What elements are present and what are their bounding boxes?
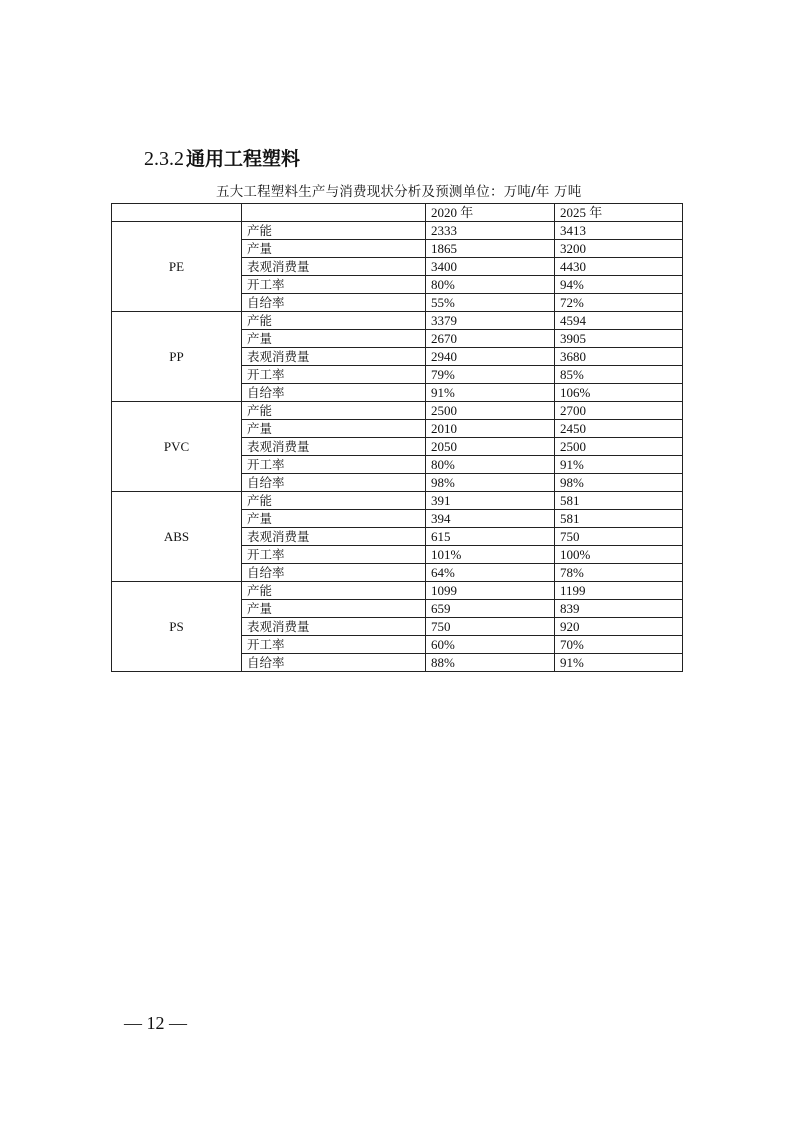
value-2020-cell: 79% bbox=[426, 366, 555, 384]
table-row bbox=[112, 582, 683, 600]
group-cell: ABS bbox=[112, 492, 242, 582]
metric-cell: 自给率 bbox=[242, 474, 426, 492]
value-2025-cell: 3413 bbox=[555, 222, 683, 240]
metric-cell: 自给率 bbox=[242, 654, 426, 672]
metric-cell: 自给率 bbox=[242, 384, 426, 402]
table-body bbox=[112, 204, 683, 672]
metric-cell: 产量 bbox=[242, 330, 426, 348]
value-2020-cell: 64% bbox=[426, 564, 555, 582]
value-2025-cell: 3200 bbox=[555, 240, 683, 258]
metric-cell: 产量 bbox=[242, 420, 426, 438]
value-2020-cell: 3400 bbox=[426, 258, 555, 276]
table-row bbox=[112, 492, 683, 510]
metric-cell: 产能 bbox=[242, 402, 426, 420]
value-2025-cell: 72% bbox=[555, 294, 683, 312]
value-2025-cell: 1199 bbox=[555, 582, 683, 600]
value-2025-cell: 100% bbox=[555, 546, 683, 564]
value-2025-cell: 98% bbox=[555, 474, 683, 492]
value-2025-cell: 78% bbox=[555, 564, 683, 582]
section-heading bbox=[144, 146, 300, 172]
value-2025-cell: 4594 bbox=[555, 312, 683, 330]
header-cell-metric bbox=[242, 204, 426, 222]
metric-cell: 开工率 bbox=[242, 366, 426, 384]
value-2020-cell: 1099 bbox=[426, 582, 555, 600]
metric-cell: 产能 bbox=[242, 582, 426, 600]
metric-cell: 产量 bbox=[242, 510, 426, 528]
header-cell-2020: 2020 年 bbox=[426, 204, 555, 222]
metric-cell: 表观消费量 bbox=[242, 438, 426, 456]
value-2020-cell: 3379 bbox=[426, 312, 555, 330]
value-2025-cell: 920 bbox=[555, 618, 683, 636]
value-2020-cell: 2500 bbox=[426, 402, 555, 420]
value-2020-cell: 2050 bbox=[426, 438, 555, 456]
value-2025-cell: 2700 bbox=[555, 402, 683, 420]
value-2020-cell: 60% bbox=[426, 636, 555, 654]
value-2025-cell: 839 bbox=[555, 600, 683, 618]
group-cell: PS bbox=[112, 582, 242, 672]
metric-cell: 开工率 bbox=[242, 456, 426, 474]
value-2020-cell: 750 bbox=[426, 618, 555, 636]
value-2020-cell: 80% bbox=[426, 456, 555, 474]
header-row bbox=[112, 204, 683, 222]
header-cell-group bbox=[112, 204, 242, 222]
table-row bbox=[112, 402, 683, 420]
section-number: 2.3.2 bbox=[144, 148, 184, 170]
value-2025-cell: 3680 bbox=[555, 348, 683, 366]
metric-cell: 开工率 bbox=[242, 546, 426, 564]
value-2025-cell: 581 bbox=[555, 510, 683, 528]
value-2020-cell: 88% bbox=[426, 654, 555, 672]
group-cell: PVC bbox=[112, 402, 242, 492]
value-2020-cell: 55% bbox=[426, 294, 555, 312]
value-2025-cell: 4430 bbox=[555, 258, 683, 276]
metric-cell: 表观消费量 bbox=[242, 618, 426, 636]
value-2025-cell: 3905 bbox=[555, 330, 683, 348]
metric-cell: 表观消费量 bbox=[242, 528, 426, 546]
value-2025-cell: 750 bbox=[555, 528, 683, 546]
value-2020-cell: 1865 bbox=[426, 240, 555, 258]
metric-cell: 产能 bbox=[242, 222, 426, 240]
metric-cell: 产量 bbox=[242, 600, 426, 618]
page-number: — 12 — bbox=[124, 1013, 187, 1033]
value-2020-cell: 80% bbox=[426, 276, 555, 294]
value-2025-cell: 70% bbox=[555, 636, 683, 654]
metric-cell: 产能 bbox=[242, 492, 426, 510]
value-2025-cell: 106% bbox=[555, 384, 683, 402]
table-caption: 五大工程塑料生产与消费现状分析及预测单位：万吨/年 万吨 bbox=[216, 184, 582, 200]
header-cell-2025: 2025 年 bbox=[555, 204, 683, 222]
value-2020-cell: 98% bbox=[426, 474, 555, 492]
value-2020-cell: 2940 bbox=[426, 348, 555, 366]
table-row bbox=[112, 222, 683, 240]
metric-cell: 表观消费量 bbox=[242, 348, 426, 366]
plastics-table bbox=[111, 203, 683, 672]
group-cell: PP bbox=[112, 312, 242, 402]
value-2020-cell: 615 bbox=[426, 528, 555, 546]
value-2020-cell: 91% bbox=[426, 384, 555, 402]
value-2025-cell: 91% bbox=[555, 456, 683, 474]
value-2020-cell: 2010 bbox=[426, 420, 555, 438]
metric-cell: 产量 bbox=[242, 240, 426, 258]
value-2020-cell: 391 bbox=[426, 492, 555, 510]
metric-cell: 产能 bbox=[242, 312, 426, 330]
value-2025-cell: 2500 bbox=[555, 438, 683, 456]
value-2020-cell: 101% bbox=[426, 546, 555, 564]
value-2025-cell: 581 bbox=[555, 492, 683, 510]
value-2025-cell: 91% bbox=[555, 654, 683, 672]
value-2020-cell: 394 bbox=[426, 510, 555, 528]
metric-cell: 表观消费量 bbox=[242, 258, 426, 276]
table-row bbox=[112, 312, 683, 330]
metric-cell: 开工率 bbox=[242, 276, 426, 294]
metric-cell: 自给率 bbox=[242, 294, 426, 312]
metric-cell: 开工率 bbox=[242, 636, 426, 654]
value-2025-cell: 85% bbox=[555, 366, 683, 384]
metric-cell: 自给率 bbox=[242, 564, 426, 582]
value-2025-cell: 2450 bbox=[555, 420, 683, 438]
value-2020-cell: 2333 bbox=[426, 222, 555, 240]
value-2020-cell: 2670 bbox=[426, 330, 555, 348]
value-2025-cell: 94% bbox=[555, 276, 683, 294]
group-cell: PE bbox=[112, 222, 242, 312]
value-2020-cell: 659 bbox=[426, 600, 555, 618]
section-title: 通用工程塑料 bbox=[186, 148, 301, 170]
